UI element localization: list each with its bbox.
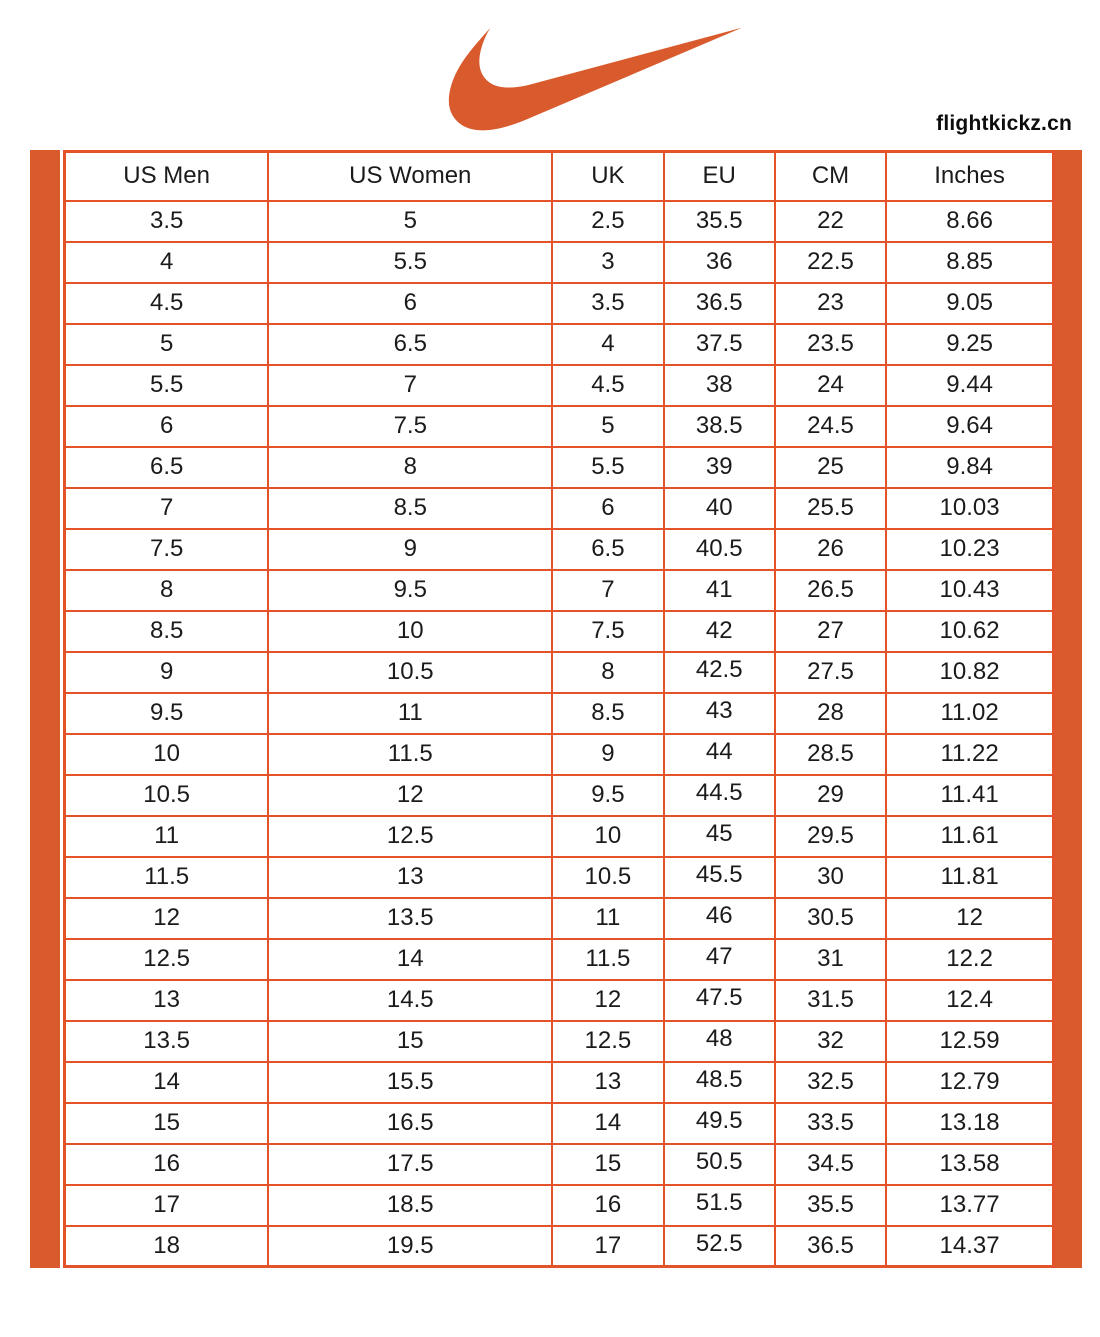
size-cell: 16 — [552, 1185, 663, 1226]
left-accent-bar — [30, 150, 60, 1268]
table-row — [65, 283, 1054, 324]
size-cell: 26 — [775, 529, 886, 570]
size-cell: 9 — [552, 734, 663, 775]
size-cell: 8.85 — [886, 242, 1053, 283]
nike-swoosh-icon — [448, 24, 743, 134]
size-cell: 5.5 — [65, 365, 269, 406]
size-cell: 8 — [65, 570, 269, 611]
size-cell: 49.5 — [664, 1103, 775, 1144]
size-cell: 9.64 — [886, 406, 1053, 447]
size-cell: 4.5 — [65, 283, 269, 324]
size-cell: 9.05 — [886, 283, 1053, 324]
size-cell: 6.5 — [65, 447, 269, 488]
size-cell: 18.5 — [268, 1185, 552, 1226]
size-cell: 17 — [552, 1226, 663, 1267]
size-cell: 12 — [886, 898, 1053, 939]
size-cell: 10.82 — [886, 652, 1053, 693]
size-cell: 11.61 — [886, 816, 1053, 857]
size-cell: 8.5 — [268, 488, 552, 529]
size-cell: 9.25 — [886, 324, 1053, 365]
size-cell: 10.23 — [886, 529, 1053, 570]
size-cell: 11 — [268, 693, 552, 734]
size-cell: 27 — [775, 611, 886, 652]
column-header-cm: CM — [775, 152, 886, 201]
size-cell: 10 — [268, 611, 552, 652]
table-row — [65, 611, 1054, 652]
size-cell: 13.58 — [886, 1144, 1053, 1185]
size-cell: 10.62 — [886, 611, 1053, 652]
size-cell: 12.79 — [886, 1062, 1053, 1103]
table-row — [65, 652, 1054, 693]
header-row — [65, 152, 1054, 201]
size-cell: 13 — [65, 980, 269, 1021]
site-watermark: flightkickz.cn — [936, 112, 1072, 135]
size-cell: 14.5 — [268, 980, 552, 1021]
size-cell: 5.5 — [268, 242, 552, 283]
size-cell: 23.5 — [775, 324, 886, 365]
column-header-uk: UK — [552, 152, 663, 201]
size-cell: 5.5 — [552, 447, 663, 488]
size-cell: 48 — [664, 1021, 775, 1062]
size-cell: 6.5 — [552, 529, 663, 570]
size-cell: 16 — [65, 1144, 269, 1185]
size-cell: 35.5 — [775, 1185, 886, 1226]
size-cell: 25.5 — [775, 488, 886, 529]
size-cell: 35.5 — [664, 201, 775, 242]
size-cell: 5 — [65, 324, 269, 365]
size-cell: 52.5 — [664, 1226, 775, 1267]
size-cell: 8.5 — [65, 611, 269, 652]
size-cell: 10.5 — [552, 857, 663, 898]
page-header — [0, 0, 1100, 150]
size-cell: 40.5 — [664, 529, 775, 570]
size-cell: 39 — [664, 447, 775, 488]
size-cell: 7 — [65, 488, 269, 529]
right-accent-bar — [1055, 150, 1082, 1268]
size-cell: 13 — [552, 1062, 663, 1103]
size-cell: 41 — [664, 570, 775, 611]
table-row — [65, 775, 1054, 816]
size-cell: 15.5 — [268, 1062, 552, 1103]
size-cell: 30.5 — [775, 898, 886, 939]
size-cell: 6 — [268, 283, 552, 324]
size-cell: 10.03 — [886, 488, 1053, 529]
size-cell: 12 — [268, 775, 552, 816]
size-cell: 31 — [775, 939, 886, 980]
size-cell: 3.5 — [65, 201, 269, 242]
size-cell: 28 — [775, 693, 886, 734]
size-cell: 7 — [552, 570, 663, 611]
size-cell: 9.5 — [268, 570, 552, 611]
size-cell: 15 — [65, 1103, 269, 1144]
size-cell: 11.41 — [886, 775, 1053, 816]
column-header-eu: EU — [664, 152, 775, 201]
table-row — [65, 1021, 1054, 1062]
size-cell: 11.81 — [886, 857, 1053, 898]
size-cell: 5 — [552, 406, 663, 447]
size-table-body — [65, 201, 1054, 1267]
size-cell: 24.5 — [775, 406, 886, 447]
size-cell: 13.5 — [268, 898, 552, 939]
size-cell: 47 — [664, 939, 775, 980]
size-cell: 9.84 — [886, 447, 1053, 488]
size-cell: 38.5 — [664, 406, 775, 447]
size-cell: 14 — [268, 939, 552, 980]
size-cell: 28.5 — [775, 734, 886, 775]
size-cell: 27.5 — [775, 652, 886, 693]
size-cell: 11 — [552, 898, 663, 939]
size-cell: 15 — [268, 1021, 552, 1062]
size-cell: 10.43 — [886, 570, 1053, 611]
size-cell: 42 — [664, 611, 775, 652]
size-cell: 23 — [775, 283, 886, 324]
size-cell: 6 — [552, 488, 663, 529]
table-row — [65, 898, 1054, 939]
table-row — [65, 939, 1054, 980]
size-cell: 25 — [775, 447, 886, 488]
size-cell: 12 — [552, 980, 663, 1021]
table-row — [65, 570, 1054, 611]
size-cell: 10 — [552, 816, 663, 857]
table-row — [65, 1185, 1054, 1226]
table-row — [65, 365, 1054, 406]
column-header-inches: Inches — [886, 152, 1053, 201]
size-cell: 36.5 — [775, 1226, 886, 1267]
table-row — [65, 447, 1054, 488]
table-row — [65, 1062, 1054, 1103]
size-cell: 12.5 — [65, 939, 269, 980]
size-cell: 5 — [268, 201, 552, 242]
size-cell: 33.5 — [775, 1103, 886, 1144]
size-cell: 7.5 — [552, 611, 663, 652]
size-cell: 12.5 — [268, 816, 552, 857]
table-row — [65, 980, 1054, 1021]
size-cell: 6 — [65, 406, 269, 447]
table-row — [65, 1144, 1054, 1185]
table-row — [65, 529, 1054, 570]
size-cell: 45.5 — [664, 857, 775, 898]
size-cell: 32 — [775, 1021, 886, 1062]
size-cell: 4 — [552, 324, 663, 365]
size-cell: 11.5 — [65, 857, 269, 898]
table-row — [65, 693, 1054, 734]
size-cell: 22 — [775, 201, 886, 242]
size-cell: 12.2 — [886, 939, 1053, 980]
size-cell: 14.37 — [886, 1226, 1053, 1267]
size-cell: 13.77 — [886, 1185, 1053, 1226]
size-cell: 17.5 — [268, 1144, 552, 1185]
size-cell: 3.5 — [552, 283, 663, 324]
size-cell: 31.5 — [775, 980, 886, 1021]
size-cell: 36.5 — [664, 283, 775, 324]
table-row — [65, 857, 1054, 898]
size-cell: 46 — [664, 898, 775, 939]
table-row — [65, 324, 1054, 365]
size-cell: 14 — [65, 1062, 269, 1103]
size-cell: 11.02 — [886, 693, 1053, 734]
size-cell: 13 — [268, 857, 552, 898]
size-cell: 8 — [552, 652, 663, 693]
size-cell: 40 — [664, 488, 775, 529]
size-cell: 3 — [552, 242, 663, 283]
size-cell: 48.5 — [664, 1062, 775, 1103]
size-cell: 43 — [664, 693, 775, 734]
size-cell: 8 — [268, 447, 552, 488]
size-table — [63, 150, 1055, 1268]
size-cell: 4 — [65, 242, 269, 283]
size-cell: 9.44 — [886, 365, 1053, 406]
size-cell: 11.5 — [268, 734, 552, 775]
size-cell: 13.18 — [886, 1103, 1053, 1144]
size-cell: 10 — [65, 734, 269, 775]
size-cell: 30 — [775, 857, 886, 898]
size-cell: 17 — [65, 1185, 269, 1226]
size-cell: 32.5 — [775, 1062, 886, 1103]
size-cell: 6.5 — [268, 324, 552, 365]
size-cell: 38 — [664, 365, 775, 406]
size-cell: 45 — [664, 816, 775, 857]
size-cell: 7 — [268, 365, 552, 406]
size-cell: 50.5 — [664, 1144, 775, 1185]
table-row — [65, 488, 1054, 529]
size-cell: 13.5 — [65, 1021, 269, 1062]
size-cell: 18 — [65, 1226, 269, 1267]
size-cell: 15 — [552, 1144, 663, 1185]
size-cell: 36 — [664, 242, 775, 283]
size-cell: 51.5 — [664, 1185, 775, 1226]
size-cell: 44.5 — [664, 775, 775, 816]
table-row — [65, 406, 1054, 447]
size-cell: 44 — [664, 734, 775, 775]
column-header-us-women: US Women — [268, 152, 552, 201]
size-cell: 8.66 — [886, 201, 1053, 242]
table-row — [65, 1103, 1054, 1144]
size-cell: 37.5 — [664, 324, 775, 365]
size-chart — [30, 150, 1082, 1268]
size-cell: 11.22 — [886, 734, 1053, 775]
size-cell: 2.5 — [552, 201, 663, 242]
size-cell: 4.5 — [552, 365, 663, 406]
size-cell: 11.5 — [552, 939, 663, 980]
size-cell: 19.5 — [268, 1226, 552, 1267]
size-cell: 11 — [65, 816, 269, 857]
size-cell: 12 — [65, 898, 269, 939]
size-cell: 24 — [775, 365, 886, 406]
size-cell: 42.5 — [664, 652, 775, 693]
size-cell: 9.5 — [65, 693, 269, 734]
size-cell: 9.5 — [552, 775, 663, 816]
size-cell: 9 — [65, 652, 269, 693]
size-cell: 26.5 — [775, 570, 886, 611]
size-cell: 16.5 — [268, 1103, 552, 1144]
size-cell: 34.5 — [775, 1144, 886, 1185]
size-cell: 8.5 — [552, 693, 663, 734]
size-cell: 10.5 — [65, 775, 269, 816]
table-row — [65, 734, 1054, 775]
size-cell: 29.5 — [775, 816, 886, 857]
size-cell: 7.5 — [268, 406, 552, 447]
size-cell: 12.5 — [552, 1021, 663, 1062]
column-header-us-men: US Men — [65, 152, 269, 201]
size-cell: 10.5 — [268, 652, 552, 693]
size-cell: 12.4 — [886, 980, 1053, 1021]
size-cell: 22.5 — [775, 242, 886, 283]
size-cell: 47.5 — [664, 980, 775, 1021]
logo-row — [0, 0, 1100, 134]
table-row — [65, 1226, 1054, 1267]
table-row — [65, 242, 1054, 283]
size-cell: 29 — [775, 775, 886, 816]
table-row — [65, 816, 1054, 857]
size-cell: 9 — [268, 529, 552, 570]
table-row — [65, 201, 1054, 242]
size-cell: 12.59 — [886, 1021, 1053, 1062]
size-cell: 14 — [552, 1103, 663, 1144]
size-cell: 7.5 — [65, 529, 269, 570]
